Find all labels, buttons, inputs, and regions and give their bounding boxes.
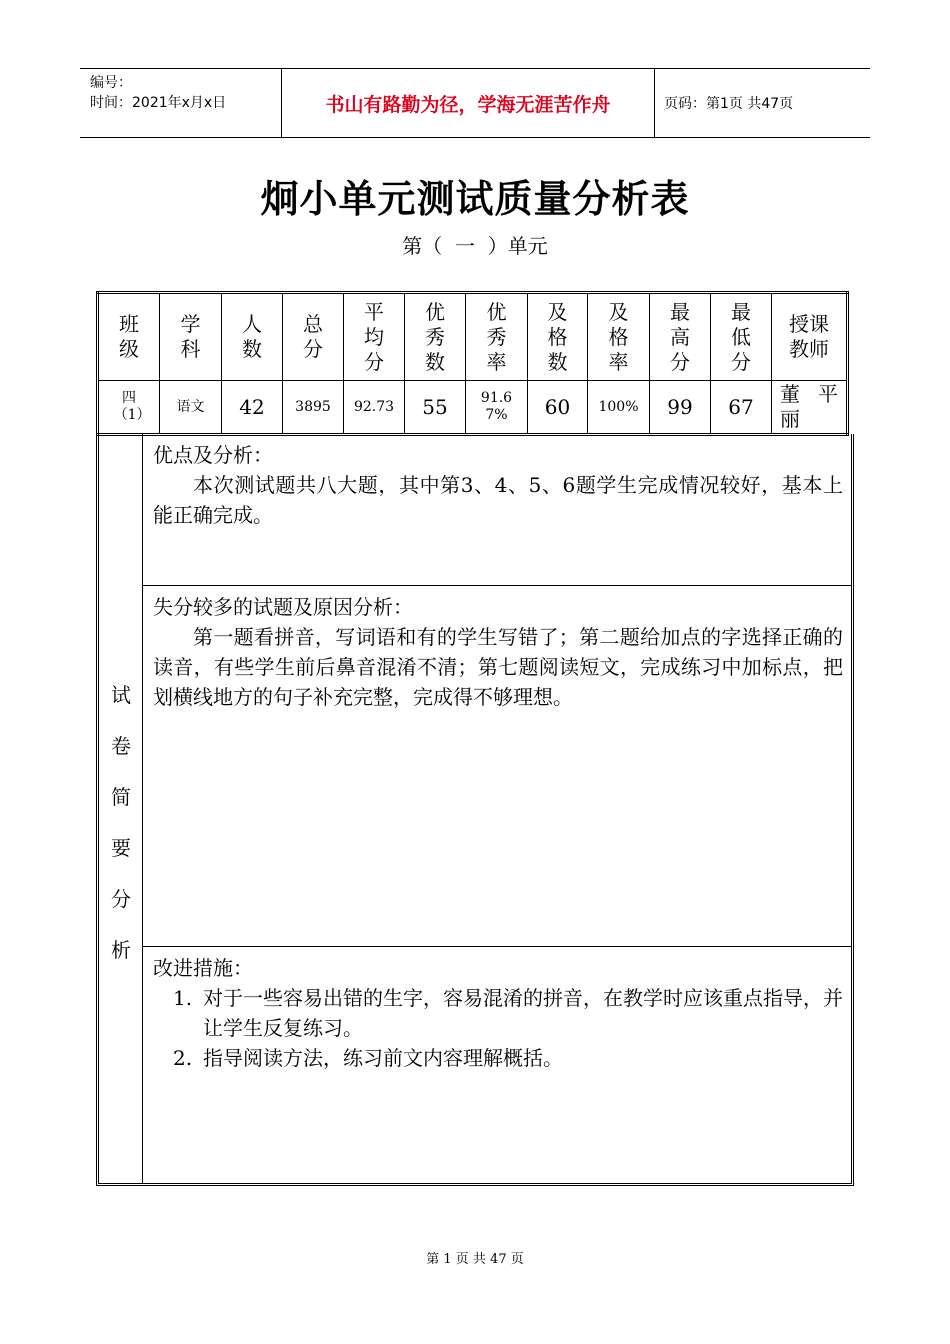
document-subtitle	[0, 230, 950, 259]
header-slogan: 书山有路勤为径，学海无涯苦作舟	[325, 93, 611, 116]
analysis-side-column	[99, 434, 143, 1183]
header-cell: 优秀率	[466, 293, 528, 381]
cell-students: 42	[222, 381, 283, 435]
cell-teacher: 董 平丽	[772, 381, 848, 435]
subtitle-suffix: ）单元	[487, 234, 548, 258]
header-cell: 学科	[160, 293, 222, 381]
header-cell: 班级	[98, 293, 160, 381]
cell-excellent-rate: 91.67%	[466, 381, 528, 435]
cell-average: 92.73	[344, 381, 405, 435]
analysis-section	[96, 434, 854, 1186]
number-label: 编号：	[90, 75, 132, 91]
cell-class: 四（1）	[98, 381, 160, 435]
stats-header-row	[98, 293, 848, 381]
document-title: 炯小单元测试质量分析表	[260, 177, 690, 221]
cell-lowest: 67	[711, 381, 772, 435]
subtitle-prefix: 第（	[402, 234, 443, 258]
header-cell: 最高分	[650, 293, 711, 381]
time-label: 时间：2021年x月x日	[90, 95, 227, 111]
strengths-heading: 优点及分析：	[153, 443, 273, 467]
header-page-info: 页码：第1页 共47页	[664, 96, 794, 112]
strengths-text: 本次测试题共八大题，其中第3、4、5、6题学生完成情况较好，基本上能正确完成。	[153, 473, 843, 527]
weaknesses-heading: 失分较多的试题及原因分析：	[153, 595, 413, 619]
strengths-section	[143, 434, 851, 586]
stats-value-row	[98, 381, 848, 435]
header-cell: 优秀数	[405, 293, 466, 381]
list-item: 1. 对于一些容易出错的生字，容易混淆的拼音，在教学时应该重点指导，并让学生反复练习。	[173, 986, 843, 1040]
cell-highest: 99	[650, 381, 711, 435]
header-cell: 人数	[222, 293, 283, 381]
header-cell: 平均分	[344, 293, 405, 381]
header-cell: 总分	[283, 293, 344, 381]
cell-total-score: 3895	[283, 381, 344, 435]
header-cell: 最低分	[711, 293, 772, 381]
subtitle-unit-number: 一	[455, 234, 475, 258]
analysis-side-label: 试 卷 简 要 分 析	[111, 683, 131, 962]
weaknesses-section	[143, 586, 851, 947]
header-divider	[654, 69, 655, 137]
improvements-heading: 改进措施：	[153, 956, 253, 980]
header-cell: 及格率	[588, 293, 650, 381]
list-item: 2. 指导阅读方法，练习前文内容理解概括。	[173, 1046, 563, 1070]
header-cell: 授课教师	[772, 293, 848, 381]
cell-pass-count: 60	[528, 381, 588, 435]
improvements-section	[143, 947, 851, 1183]
header-meta	[90, 73, 226, 113]
cell-excellent-count: 55	[405, 381, 466, 435]
cell-subject: 语文	[160, 381, 222, 435]
improvements-list	[153, 983, 843, 1073]
page-header	[80, 68, 870, 138]
stats-table	[96, 291, 849, 436]
weaknesses-text: 第一题看拼音，写词语和有的学生写错了；第二题给加点的字选择正确的读音，有些学生前后鼻音混淆不清；第七题阅读短文，完成练习中加标点，把划横线地方的句子补充完整，完成得不够理想。	[153, 625, 843, 709]
page-footer: 第 1 页 共 47 页	[426, 1252, 524, 1267]
header-cell: 及格数	[528, 293, 588, 381]
cell-pass-rate: 100%	[588, 381, 650, 435]
